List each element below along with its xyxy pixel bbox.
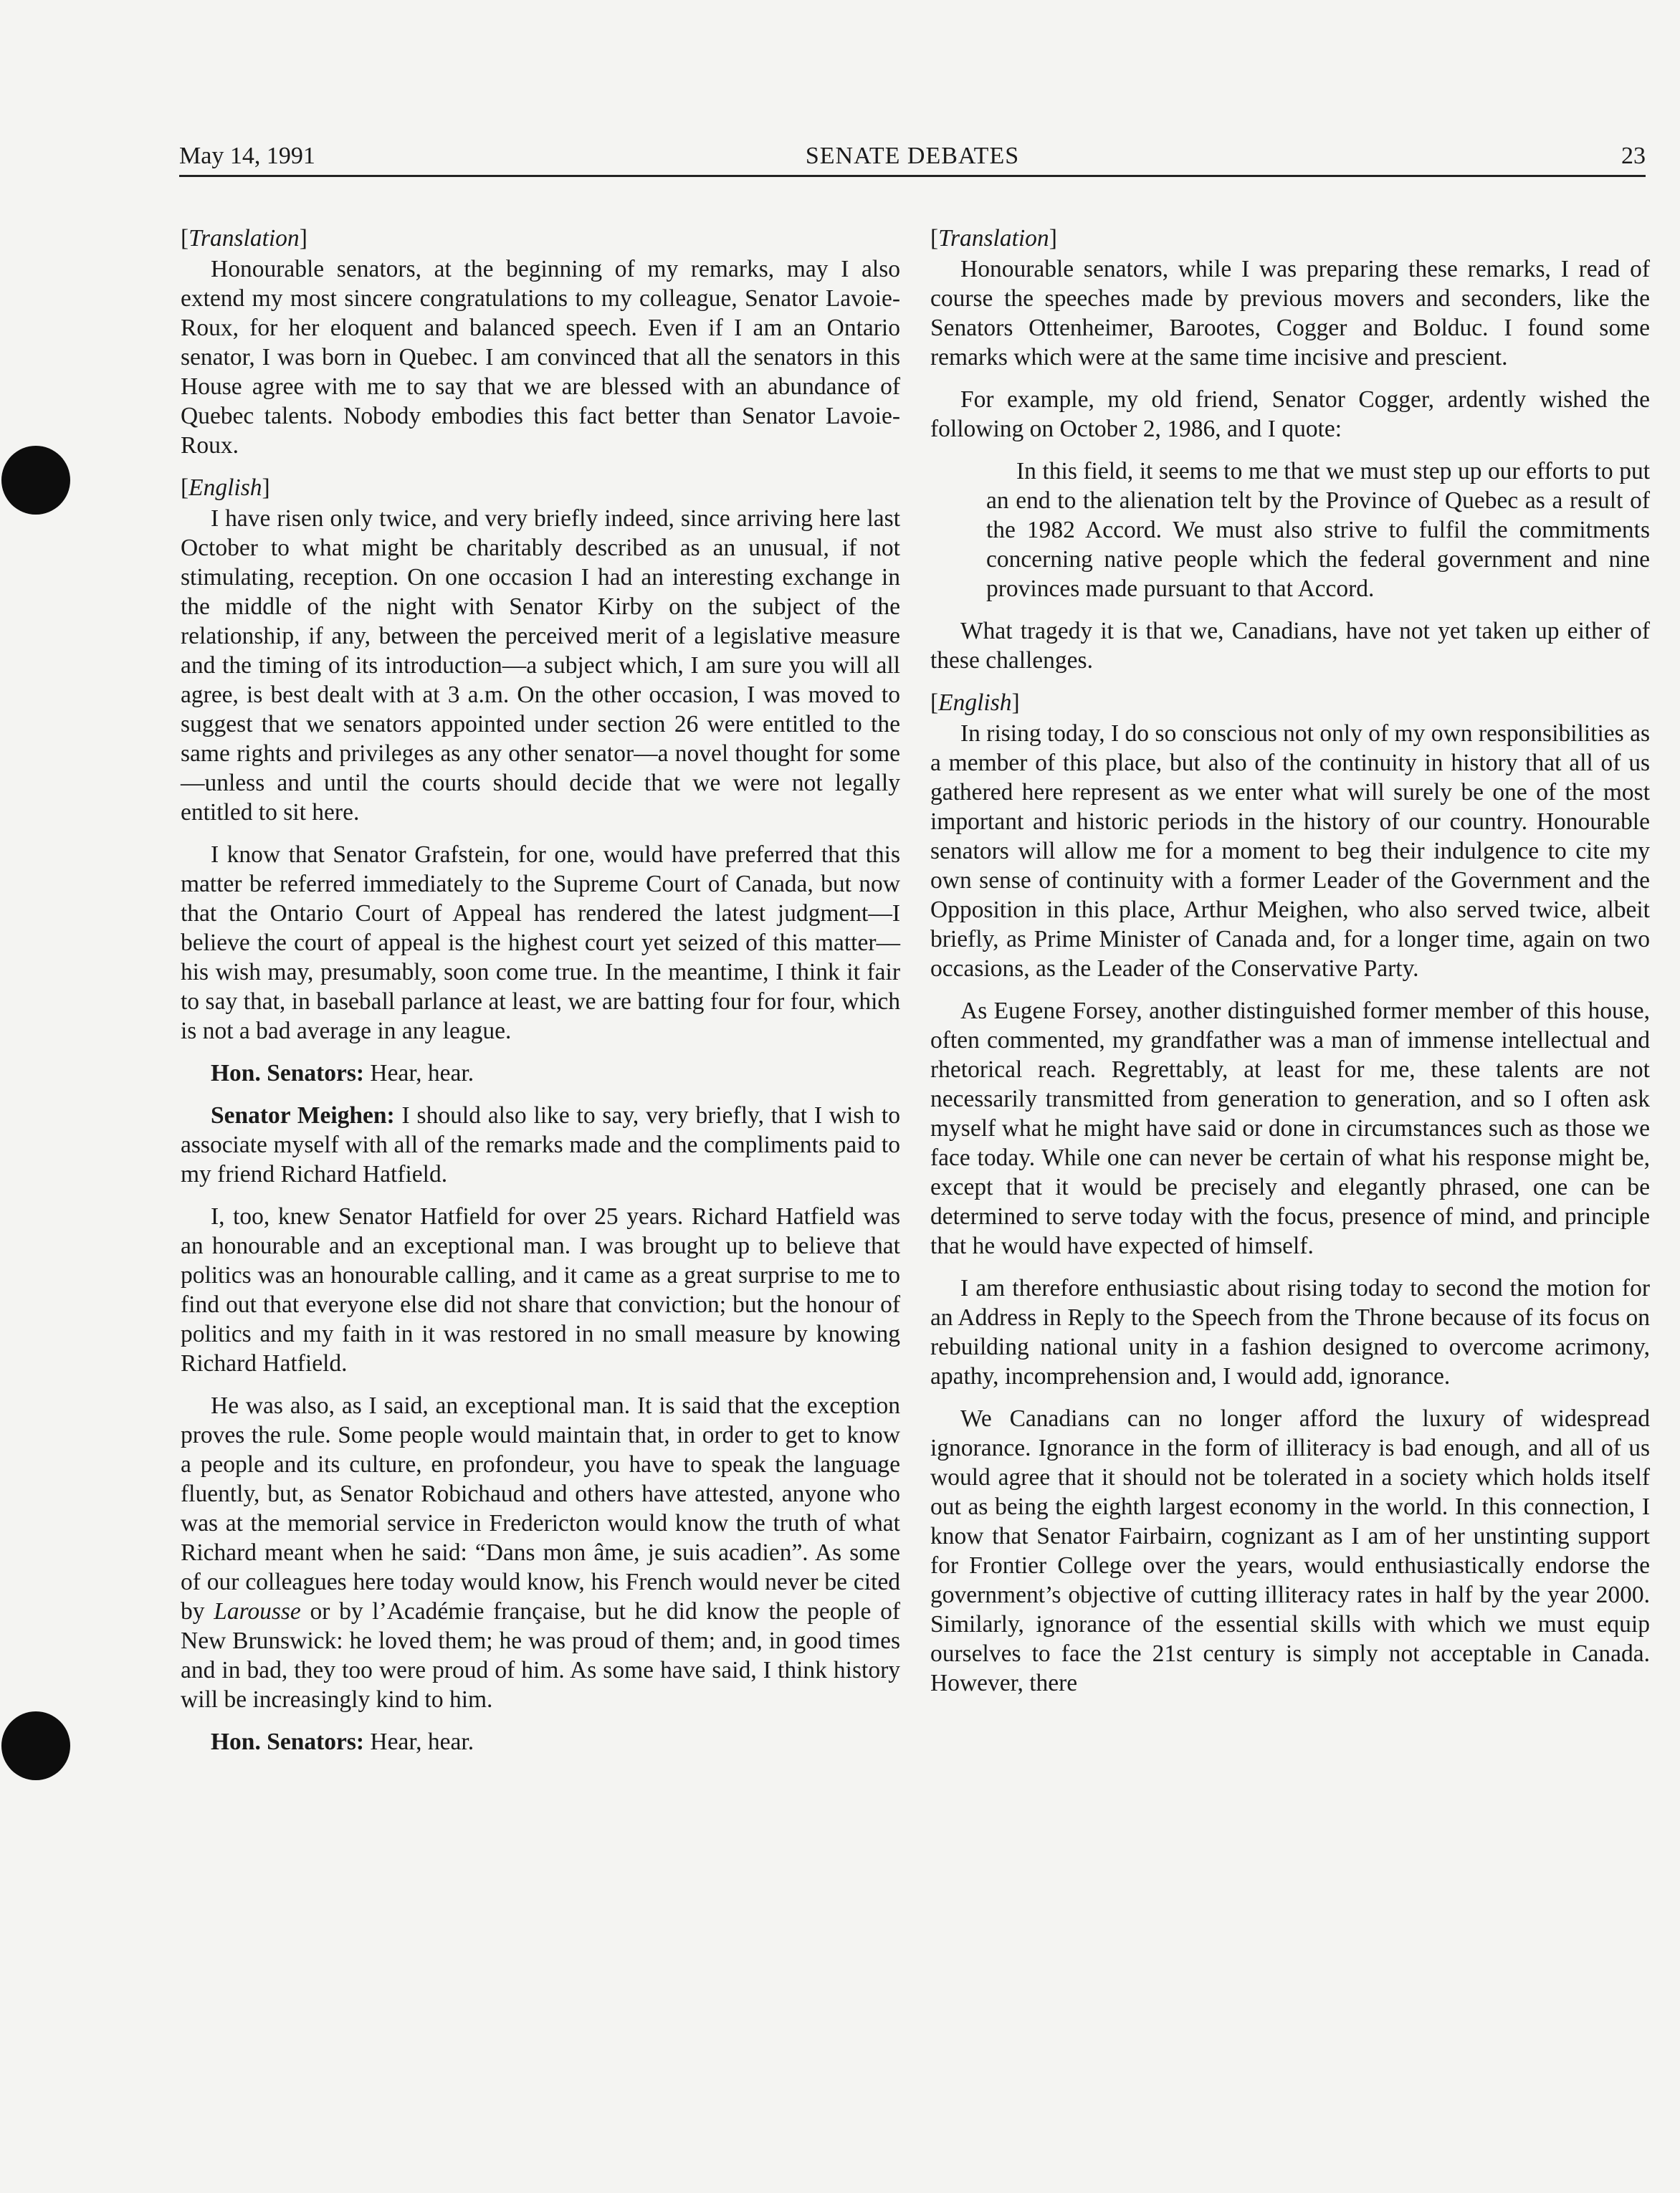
header-date: May 14, 1991 <box>179 143 315 169</box>
speaker-paragraph: Senator Meighen: I should also like to say, very briefly, that I wish to associate myself with all of the remarks made and the compliments paid to my friend Richard Hatfield. <box>181 1102 900 1188</box>
paragraph: As Eugene Forsey, another distinguished former member of this house, often commented, my grandfather was a man of immense intellectual and rhetorical reach. Regrettably, at least for me, these talents are not necessarily transmitted from generation to generation, and so I often ask myself what he might have said or done in circumstances such as those we face today. While one can never be certain of what his response might be, except that it would be precisely and elegantly phrased, one can be determined to serve today with the focus, presence of mind, and principle that he would have expected of himself. <box>930 998 1650 1259</box>
header-title: SENATE DEBATES <box>805 143 1020 169</box>
paragraph: I have risen only twice, and very briefly indeed, since arriving here last October to what might be charitably described as an unusual, if not stimulating, reception. On one occasion I had an interesting exchange in the middle of the night with Senator Kirby on the subject of the relationship, if any, between the perceived merit of a legislative measure and the timing of its introduction—a subject which, I am sure you will all agree, is best dealt with at 3 a.m. On the other occasion, I was moved to suggest that we senators appointed under section 26 were entitled to the same rights and privileges as any other senator—a novel thought for some—unless and until the courts should decide that we were not legally entitled to sit here. <box>181 505 900 826</box>
speaker-name: Hon. Senators: <box>211 1060 365 1086</box>
paragraph: What tragedy it is that we, Canadians, have not yet taken up either of these challenges. <box>930 618 1650 674</box>
punch-hole <box>1 1711 70 1780</box>
language-tag: [Translation] <box>181 225 307 252</box>
interjection: Hon. Senators: Hear, hear. <box>211 1060 474 1086</box>
paragraph: I, too, knew Senator Hatfield for over 25 years. Richard Hatfield was an honourable and an exceptional man. I was brought up to believe that politics was an honourable calling, and it came as a great surprise to me to find out that everyone else did not share that conviction; but the honour of politics and my faith in it was restored in no small measure by knowing Richard Hatfield. <box>181 1203 900 1377</box>
speaker-name: Senator Meighen: <box>211 1102 395 1129</box>
language-tag: [English] <box>930 689 1020 716</box>
language-tag: [English] <box>181 474 270 501</box>
paragraph: We Canadians can no longer afford the luxury of widespread ignorance. Ignorance in the form of illiteracy is bad enough, and all of us would agree that it should not be tolerated in a society which holds itself out as being the eighth largest economy in the world. In this connection, I know that Senator Fairbairn, cognizant as I am of her unstinting support for Frontier College over the years, would enthusiastically endorse the government’s objective of cutting illiteracy rates in half by the year 2000. Similarly, ignorance of the essential skills with which we must equip ourselves to face the 21st century is simply not acceptable in Canada. However, there <box>930 1405 1650 1696</box>
paragraph: Honourable senators, at the beginning of my remarks, may I also extend my most sincere congratulations to my colleague, Senator Lavoie-Roux, for her eloquent and balanced speech. Even if I am an Ontario senator, I was born in Quebec. I am convinced that all the senators in this House agree with me to say that we are blessed with an abundance of Quebec talents. Nobody embodies this fact better than Senator Lavoie-Roux. <box>181 256 900 459</box>
paragraph: He was also, as I said, an exceptional man. It is said that the exception proves the rule. Some people would maintain that, in order to get to know a people and its culture, en profondeur, you have to speak the language fluently, but, as Senator Robichaud and others have attested, anyone who was at the memorial service in Fredericton would know the truth of what Richard meant when he said: “Dans mon âme, je suis acadien”. As some of our colleagues here today would know, his French would never be cited by Larousse or by l’Académie française, but he did know the people of New Brunswick: he loved them; he was proud of them; and, in good times and in bad, they too were proud of him. As some have said, I think history will be increasingly kind to him. <box>181 1392 901 1713</box>
interjection: Hon. Senators: Hear, hear. <box>211 1729 474 1755</box>
right-column <box>930 224 1650 1711</box>
paragraph: For example, my old friend, Senator Cogger, ardently wished the following on October 2, 1986, and I quote: <box>930 386 1650 442</box>
block-quote: In this field, it seems to me that we must step up our efforts to put an end to the alienation telt by the Province of Quebec as a result of the 1982 Accord. We must also strive to fulfil the commitments concerning native people which the federal government and nine provinces made pursuant to that Accord. <box>986 458 1650 602</box>
page-header <box>179 140 1646 177</box>
punch-hole <box>1 446 70 515</box>
paragraph: In rising today, I do so conscious not only of my own responsibilities as a member of this place, but also of the continuity in history that all of us gathered here represent as we enter what will surely be one of the most important and historic periods in the history of our country. Honourable senators will allow me for a moment to beg their indulgence to cite my own sense of continuity with a former Leader of the Government and the Opposition in this place, Arthur Meighen, who also served twice, albeit briefly, as Prime Minister of Canada and, for a longer time, again on two occasions, as the Leader of the Conservative Party. <box>930 720 1650 982</box>
paragraph: Honourable senators, while I was preparing these remarks, I read of course the speeches made by previous movers and seconders, like the Senators Ottenheimer, Barootes, Cogger and Bolduc. I found some remarks which were at the same time incisive and prescient. <box>930 256 1650 371</box>
page-number: 23 <box>1621 143 1646 169</box>
speaker-name: Hon. Senators: <box>211 1729 365 1755</box>
left-column <box>181 224 900 1769</box>
paragraph: I know that Senator Grafstein, for one, would have preferred that this matter be referred immediately to the Supreme Court of Canada, but now that the Ontario Court of Appeal has rendered the latest judgment—I believe the court of appeal is the highest court yet seized of this matter—his wish may, presumably, soon come true. In the meantime, I think it fair to say that, in baseball parlance at least, we are batting four for four, which is not a bad average in any league. <box>181 841 900 1044</box>
paragraph: I am therefore enthusiastic about rising today to second the motion for an Address in Reply to the Speech from the Throne because of its focus on rebuilding national unity in a fashion designed to overcome acrimony, apathy, incomprehension and, I would add, ignorance. <box>930 1275 1650 1390</box>
language-tag: [Translation] <box>930 225 1057 252</box>
